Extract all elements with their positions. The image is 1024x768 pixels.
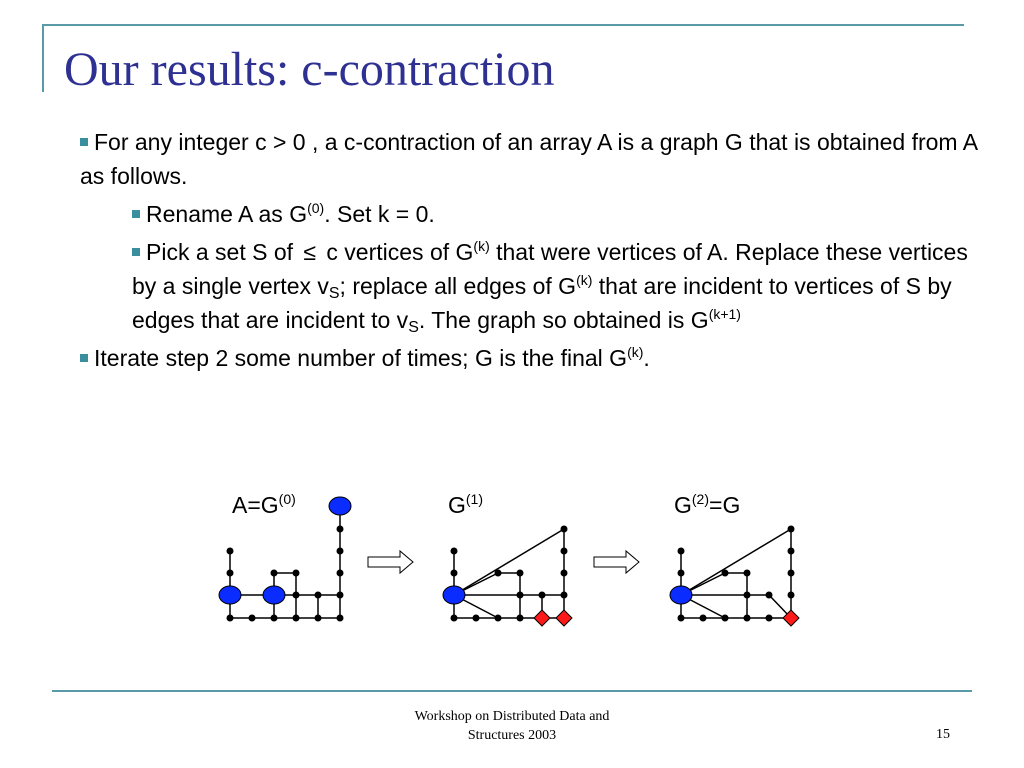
slide-title: Our results: c-contraction bbox=[64, 43, 555, 96]
arrow-icon bbox=[368, 551, 413, 573]
bullet-iterate: Iterate step 2 some number of times; G is the final $G^{(k)}$. bbox=[80, 341, 980, 375]
figure-label-g1: $G^{(1)}$ bbox=[448, 491, 484, 518]
graph-g2 bbox=[681, 529, 791, 618]
page-number: 15 bbox=[936, 727, 950, 742]
bullet-definition: For any integer c > 0 , a c-contraction of an array A is a graph G that is obtained from A as follows. bbox=[80, 129, 977, 189]
bullet-rename-step: Rename A as $G^{(0)}$. Set k = 0. bbox=[80, 197, 980, 231]
graph-a-selected-vertices bbox=[219, 497, 351, 604]
bottom-border-line bbox=[52, 690, 972, 692]
figure-label-g2: $G^{(2)}=G$ bbox=[674, 491, 741, 518]
graph-g2-contracted-vertex bbox=[670, 586, 692, 604]
graph-g1-contracted-vertex bbox=[443, 586, 465, 604]
arrow-icon bbox=[594, 551, 639, 573]
figure-label-a: $A=G^{(0)}$ bbox=[232, 491, 296, 518]
bullet-pick-step: Pick a set S of ≤ c vertices of $G^{(k)}$ that were vertices of A. Replace these vertices by a single vertex $v_S$; replace all edges of $G^{(k)}$ that are incident to vertices of S by edges that are incident to $v_S$. The graph so obtained is $G^{(k+1)}$ bbox=[132, 238, 968, 336]
graph-g1 bbox=[454, 529, 564, 618]
footer-conference: Workshop on Distributed Data and Structures 2003 bbox=[414, 709, 610, 743]
graph-a bbox=[230, 506, 340, 618]
